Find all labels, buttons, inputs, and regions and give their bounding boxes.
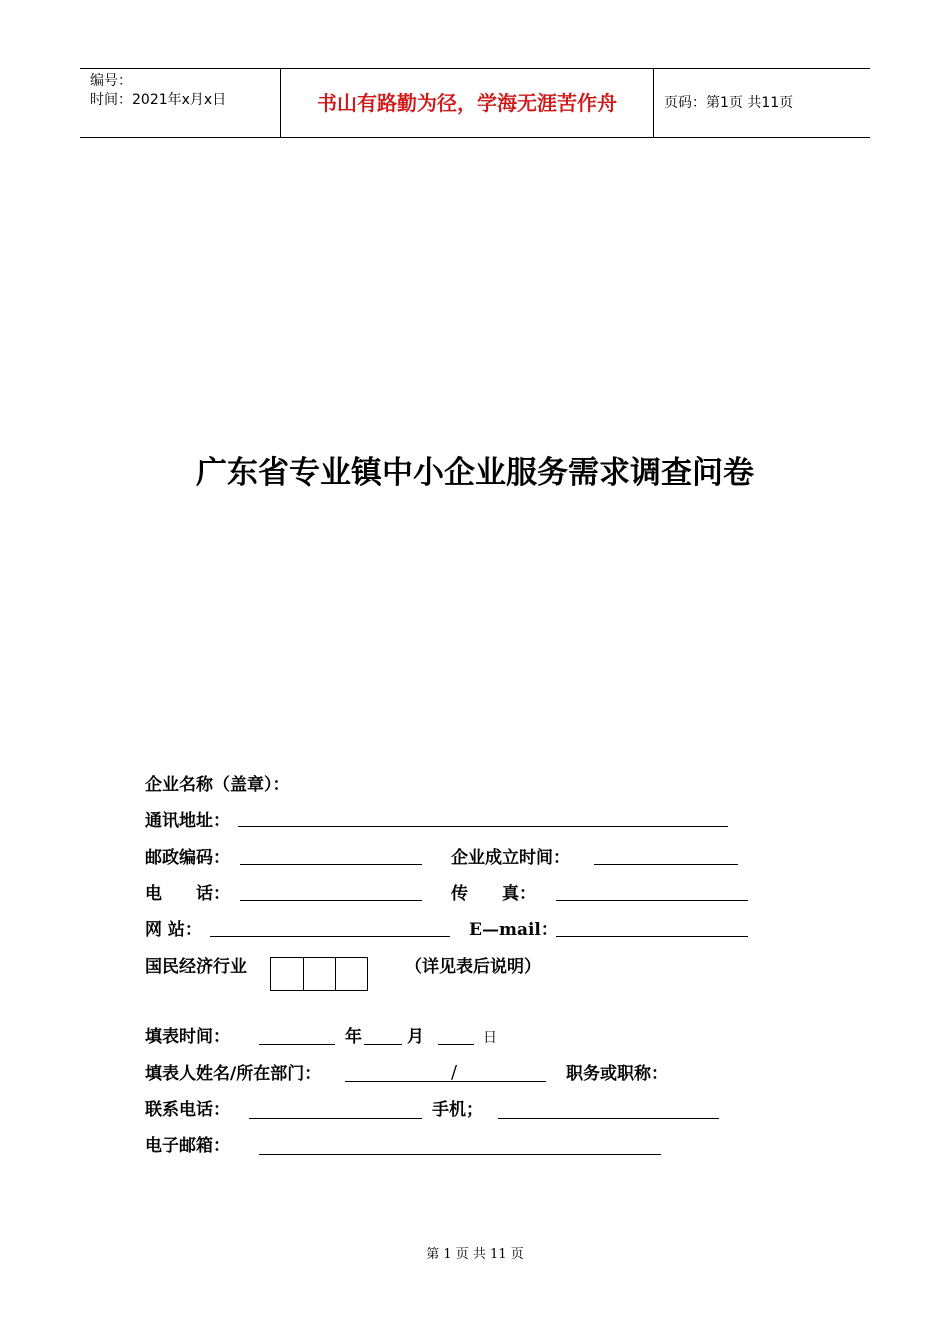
website-label: 网 站： [145, 920, 202, 940]
filler-name-separator: / [451, 1062, 458, 1083]
mobile-label: 手机； [432, 1100, 483, 1120]
founded-field[interactable] [594, 864, 738, 865]
founded-label: 企业成立时间： [451, 848, 570, 868]
contact-phone-field[interactable] [249, 1118, 422, 1119]
email-field[interactable] [556, 936, 748, 937]
document-date-label: 时间：2021年x月x日 [90, 92, 227, 108]
fax-label: 传 真： [451, 884, 536, 904]
year-label: 年 [345, 1027, 362, 1047]
postcode-field[interactable] [240, 864, 422, 865]
company-name-label: 企业名称（盖章）： [145, 775, 290, 795]
header-motto: 书山有路勤为径，学海无涯苦作舟 [317, 91, 617, 115]
header-page-info: 页码：第1页 共11页 [664, 95, 794, 111]
filler-name-field[interactable] [345, 1081, 546, 1082]
fill-year-field[interactable] [259, 1044, 335, 1045]
document-number-label: 编号： [90, 73, 132, 89]
month-label: 月 [407, 1027, 424, 1047]
postcode-label: 邮政编码： [145, 848, 230, 868]
fax-field[interactable] [556, 900, 748, 901]
document-title: 广东省专业镇中小企业服务需求调查问卷 [196, 455, 754, 491]
header-page-cell [654, 69, 870, 137]
filler-name-label: 填表人姓名/所在部门： [145, 1064, 322, 1084]
contact-phone-label: 联系电话： [145, 1100, 230, 1120]
phone-field[interactable] [240, 900, 422, 901]
header-meta-cell [80, 69, 281, 137]
industry-code-divider [303, 958, 304, 990]
email-label: E—mail： [469, 920, 558, 940]
fill-month-field[interactable] [364, 1044, 402, 1045]
industry-code-boxes[interactable] [270, 957, 368, 991]
position-label: 职务或职称： [566, 1064, 668, 1084]
industry-label: 国民经济行业 [145, 957, 247, 977]
page-footer: 第 1 页 共 11 页 [426, 1247, 524, 1262]
fill-day-field[interactable] [438, 1044, 474, 1045]
address-field[interactable] [238, 826, 728, 827]
email-box-field[interactable] [259, 1154, 661, 1155]
mobile-field[interactable] [498, 1118, 719, 1119]
header-motto-cell [281, 69, 654, 137]
industry-note: （详见表后说明） [405, 957, 541, 977]
website-field[interactable] [210, 936, 450, 937]
address-label: 通讯地址： [145, 811, 230, 831]
fill-date-label: 填表时间： [145, 1027, 230, 1047]
day-label: 日 [483, 1030, 497, 1046]
email-box-label: 电子邮箱： [145, 1136, 230, 1156]
page-header [80, 68, 870, 138]
industry-code-divider [335, 958, 336, 990]
phone-label: 电 话： [145, 884, 230, 904]
